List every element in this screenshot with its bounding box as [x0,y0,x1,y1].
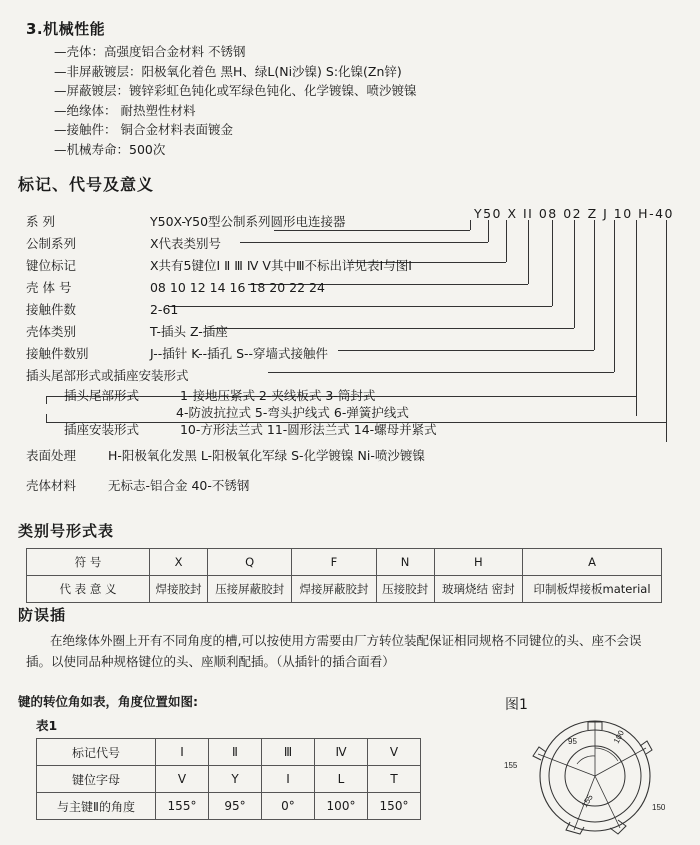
table-cell: 印制板焊接板material [523,576,662,603]
dim-label: 155 [580,792,595,810]
code-row-value: 2-61 [149,302,179,317]
code-row-label: 键位标记 [26,258,77,273]
leader-line [594,220,595,350]
leader-line [666,220,667,442]
code-row-label: 表面处理 [26,448,77,463]
leader-line [338,350,594,351]
code-row [26,278,325,296]
leader-line [168,306,552,307]
code-row [176,403,409,421]
table-cell: V [156,766,209,793]
code-row-label: 插座安装形式 [64,422,140,437]
category-table [26,548,662,603]
code-row-label: 壳 体 号 [26,280,72,295]
leader-line [274,230,470,231]
table-header-cell: A [523,549,662,576]
dim-label: 150 [652,803,666,812]
code-row-label: 接触件数别 [26,346,89,361]
code-row [26,212,346,230]
leader-line [46,414,47,422]
table-row-label: 键位字母 [37,766,156,793]
table-row [37,739,421,766]
code-row-label: 插头尾部形式或插座安装形式 [26,368,189,383]
code-row-value: T-插头 Z-插座 [149,324,228,339]
code-row-value: 10-方形法兰式 11-圆形法兰式 14-螺母并紧式 [179,422,437,437]
table-cell: 玻璃烧结 密封 [434,576,522,603]
table-cell: L [315,766,368,793]
code-row [26,344,328,362]
section3-title: 3.机械性能 [26,20,106,38]
anti-misinsert-body: 在绝缘体外圈上开有不同角度的槽,可以按使用方需要由厂方转位装配保证相同规格不同键位的头、座不会误插。以使同品种规格键位的头、座顺利配插。（从插针的插合面看） [26,633,642,669]
leader-line [488,220,489,242]
code-row-label: 接触件数 [26,302,77,317]
code-row-label: 系 列 [26,214,55,229]
code-breakdown-diagram [18,200,682,493]
table-cell: 100° [315,793,368,820]
code-row-label: 壳体类别 [26,324,77,339]
code-row-label: 壳体材料 [26,478,77,493]
dim-label: 155 [504,761,518,770]
anti-misinsert-title: 防误插 [18,606,67,624]
list-item: —机械寿命：500次 [54,141,166,157]
code-row-value: 4-防波抗拉式 5-弯头护线式 6-弹簧护线式 [176,405,409,420]
leader-line [552,220,553,306]
code-row-value: X代表类别号 [149,236,222,251]
table-row-label: 与主键Ⅱ的角度 [37,793,156,820]
table-cell: Ⅲ [262,739,315,766]
connector-keyway-diagram [500,700,690,840]
code-row-value: H-阳极氧化发黑 L-阳极氧化军绿 S-化学镀镍 Ni-喷沙镀镍 [107,448,425,463]
code-row [26,322,228,340]
leader-line [528,220,529,284]
code-row [64,386,375,404]
list-item: —非屏蔽镀层：阳极氧化着色 黑H、绿L(Ni沙镍) S:化镍(Zn锌) [54,63,402,79]
table-cell: T [368,766,421,793]
table-header-cell: X [150,549,208,576]
table-header-cell: Q [208,549,292,576]
table-row-label: 代 表 意 义 [27,576,150,603]
table-cell: Ⅳ [315,739,368,766]
list-item: —壳体：高强度铝合金材料 不锈钢 [54,44,246,59]
rotation-title: 键的转位角如表，角度位置如图: [18,694,198,709]
dim-label: 100 [611,728,627,745]
list-item: —绝缘体： 耐热塑性材料 [54,102,196,118]
leader-line [574,220,575,328]
rotation-table [36,738,421,820]
table-row-label: 标记代号 [37,739,156,766]
code-row-label: 公制系列 [26,236,77,251]
leader-line [636,220,637,416]
leader-line [240,242,488,243]
table-header-cell: N [376,549,434,576]
table-cell: 焊接屏蔽胶封 [292,576,376,603]
leader-line [506,220,507,262]
category-table-title: 类别号形式表 [18,522,115,540]
rotation-subtitle: 表1 [36,718,58,733]
leader-line [268,372,614,373]
table-header-cell: 符 号 [27,549,150,576]
code-row [26,366,189,384]
table-header-cell: F [292,549,376,576]
code-row [26,300,178,318]
table-cell: 压接胶封 [376,576,434,603]
table-row [37,766,421,793]
table-header-cell: H [434,549,522,576]
code-row-value: Y50X-Y50型公制系列圆形电连接器 [149,214,346,229]
dim-label: 95 [568,737,577,746]
table-cell: Ⅱ [209,739,262,766]
section3-list [54,42,417,159]
leader-line [46,396,47,404]
figure-1 [500,700,690,840]
table-cell: 155° [156,793,209,820]
table-cell: 95° [209,793,262,820]
code-row-value: 08 10 12 14 16 18 20 22 24 [149,280,325,295]
table-row [27,576,662,603]
marking-title: 标记、代号及意义 [18,175,155,194]
code-row-value: J--插针 K--插孔 S--穿墙式接触件 [149,346,329,361]
table-cell: Ⅴ [368,739,421,766]
code-string: Y50 X II 08 02 Z J 10 H-40 [473,206,674,221]
list-item: —接触件： 铜合金材料表面镀金 [54,122,233,137]
table-cell: 焊接胶封 [150,576,208,603]
table-cell: 0° [262,793,315,820]
code-row [26,476,249,494]
table-cell: I [262,766,315,793]
table-row [27,549,662,576]
leader-line [470,220,471,230]
list-item: —屏蔽镀层：镀锌彩虹色钝化或军绿色钝化、化学镀镍、喷沙镀镍 [54,83,417,98]
table-cell: 压接屏蔽胶封 [208,576,292,603]
code-row-value: 无标志-铝合金 40-不锈钢 [107,478,250,493]
table-cell: 150° [368,793,421,820]
code-row [26,446,425,464]
code-row-label: 插头尾部形式 [64,388,140,403]
code-row [26,234,221,252]
table-row [37,793,421,820]
code-row [26,256,412,274]
leader-line [614,220,615,372]
table-cell: Ⅰ [156,739,209,766]
leader-line [206,328,574,329]
code-row-value: 1-接地压紧式 2-夹线板式 3-筒封式 [179,388,376,403]
code-row [64,420,437,438]
code-row-value: X共有5键位Ⅰ Ⅱ Ⅲ Ⅳ Ⅴ其中Ⅲ不标出详见表Ⅰ与图Ⅰ [149,258,412,273]
table-cell: Y [209,766,262,793]
figure-label: 图1 [505,697,528,713]
